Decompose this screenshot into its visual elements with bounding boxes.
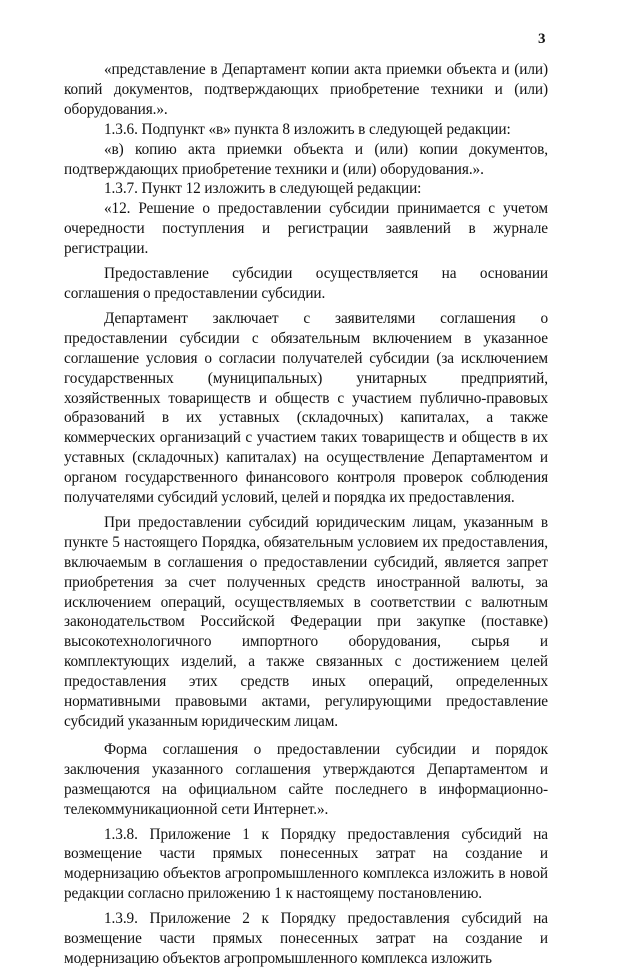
paragraph-3: «в) копию акта приемки объекта и (или) копии документов, подтверждающих приобретение техники и (или) оборудования.». xyxy=(64,140,548,178)
paragraph-2: 1.3.6. Подпункт «в» пункта 8 изложить в следующей редакции: xyxy=(104,120,511,138)
paragraph-4: 1.3.7. Пункт 12 изложить в следующей редакции: xyxy=(104,180,422,198)
paragraph-6: Предоставление субсидии осуществляется на основании соглашения о предоставлении субсидии. xyxy=(64,265,548,302)
paragraph-5: «12. Решение о предоставлении субсидии принимается с учетом очередности поступления и регистрации заявлений в журнале регистрации. xyxy=(64,200,548,258)
paragraph-10: 1.3.8. Приложение 1 к Порядку предоставления субсидий на возмещение части прямых понесенных затрат на создание и модернизацию объектов агропромышленного комплекса изложить в новой редакции согласно приложению 1 к настоящему постановлению. xyxy=(64,825,548,903)
paragraph-1: «представление в Департамент копии акта приемки объекта и (или) копий документов, подтверждающих приобретение техники и (или) оборудования.». xyxy=(64,61,548,118)
document-body xyxy=(64,60,548,969)
paragraph-11: 1.3.9. Приложение 2 к Порядку предоставления субсидий на возмещение части прямых понесенных затрат на создание и модернизацию объектов агропромышленного комплекса изложить xyxy=(64,910,548,967)
paragraph-7: Департамент заключает с заявителями соглашения о предоставлении субсидии с обязательным включением в указанное соглашение условия о согласии получателей субсидии (за исключением государственных (муниципальных) унитарных предприятий, хозяйственных товариществ и обществ с участием публично-правовых образований в их уставных (складочных) капиталах, а также коммерческих организаций с участием таких товариществ и обществ в их уставных (складочных) капиталах) на осуществление Департаментом и органом государственного финансового контроля проверок соблюдения получателями субсидий условий, целей и порядка их предоставления. xyxy=(64,309,548,507)
page-number: 3 xyxy=(538,31,546,47)
paragraph-8: При предоставлении субсидий юридическим лицам, указанным в пункте 5 настоящего Порядка, обязательным условием их предоставления, включаемым в соглашения о предоставлении субсидий, является запрет приобретения за счет полученных средств иностранной валюты, за исключением операций, осуществляемых в соответствии с валютным законодательством Российской Федерации при закупке (поставке) высокотехнологичного импортного оборудования, сырья и комплектующих изделий, а также связанных с достижением целей предоставления этих средств иных операций, определенных нормативными правовыми актами, регулирующими предоставление субсидий указанным юридическим лицам. xyxy=(64,513,548,730)
paragraph-9: Форма соглашения о предоставлении субсидии и порядок заключения указанного соглашения утверждаются Департаментом и размещаются на официальном сайте последнего в информационно-телекоммуникационной сети Интернет.». xyxy=(64,740,548,818)
